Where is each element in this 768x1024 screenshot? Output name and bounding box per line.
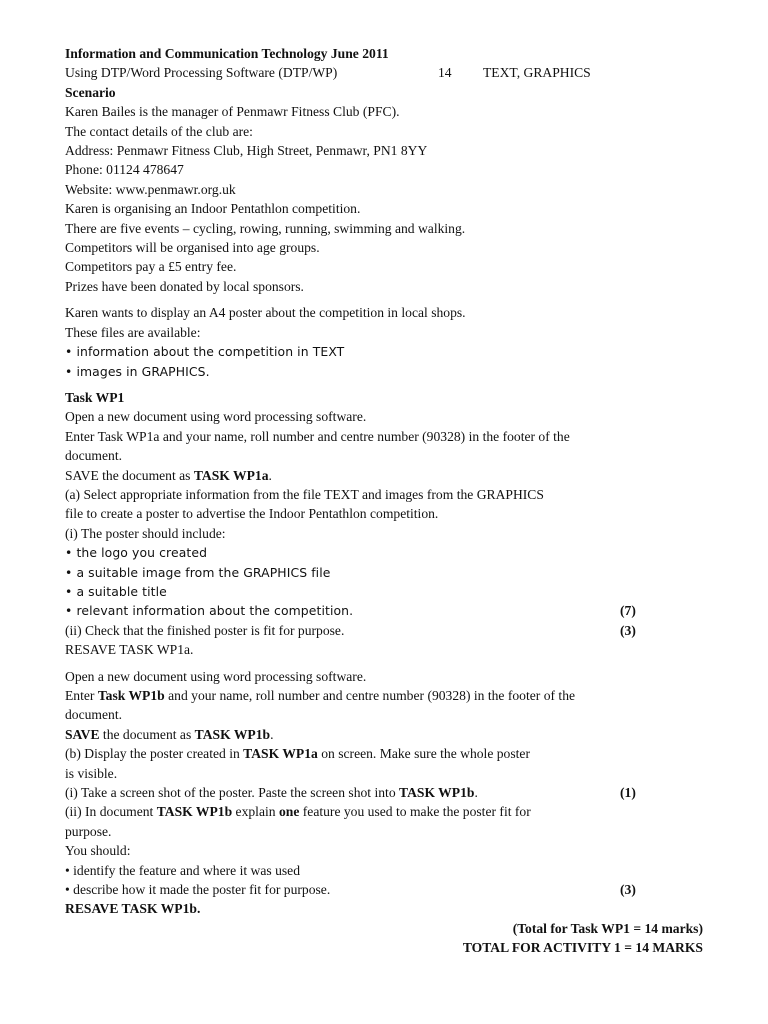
display-text: on screen. Make sure the whole poster	[317, 746, 530, 762]
task-heading: Task WP1	[65, 389, 125, 405]
save-suffix: .	[268, 467, 272, 483]
scenario-line: There are five events – cycling, rowing, running, swimming and walking.	[65, 220, 466, 236]
file-bullet: • information about the competition in TEXT	[65, 344, 345, 360]
scenario-heading: Scenario	[65, 84, 116, 100]
explain-instruction	[65, 802, 705, 821]
task-line: Open a new document using word processing software.	[65, 668, 367, 684]
task-total: (Total for Task WP1 = 14 marks)	[512, 920, 703, 936]
enter-instruction-b	[65, 686, 705, 705]
task-line: is visible.	[65, 765, 118, 781]
explain-text: (ii) In document	[65, 804, 157, 820]
explain-text: feature you used to make the poster fit for	[299, 804, 531, 820]
scenario-line: The contact details of the club are:	[65, 123, 253, 139]
doc-name: TASK WP1b	[194, 726, 271, 742]
file-bullet: • images in GRAPHICS.	[65, 363, 210, 379]
display-instruction	[65, 744, 705, 763]
screenshot-text: (i) Take a screen shot of the poster. Paste the screen shot into	[65, 785, 400, 801]
scenario-line: Competitors pay a £5 entry fee.	[65, 259, 237, 275]
task-line: Enter Task WP1a and your name, roll number and centre number (90328) in the footer of the	[65, 428, 570, 444]
scenario-line: Prizes have been donated by local sponsors.	[65, 278, 304, 294]
save-suffix: .	[270, 726, 274, 742]
task-line: Open a new document using word processing software.	[65, 409, 367, 425]
exam-subheader	[65, 63, 705, 82]
activity-total: TOTAL FOR ACTIVITY 1 = 14 MARKS	[462, 940, 703, 956]
display-text: (b) Display the poster created in	[65, 746, 244, 762]
screenshot-row	[65, 783, 705, 802]
resave-instruction: RESAVE TASK WP1b.	[65, 901, 201, 917]
save-text: the document as	[99, 726, 195, 742]
task-line: (ii) Check that the finished poster is fit for purpose.	[65, 622, 345, 638]
task-line: file to create a poster to advertise the Indoor Pentathlon competition.	[65, 506, 439, 522]
resave-instruction: RESAVE TASK WP1a.	[65, 642, 194, 658]
save-instruction-b	[65, 725, 705, 744]
doc-name: TASK WP1b	[399, 785, 475, 801]
doc-name: TASK WP1a	[193, 467, 269, 483]
marks-label: (3)	[620, 622, 636, 638]
document-body	[65, 44, 705, 958]
scenario-line: Karen is organising an Indoor Pentathlon competition.	[65, 201, 361, 217]
should-bullet: • describe how it made the poster fit for purpose.	[65, 882, 331, 898]
poster-requirement: • the logo you created	[65, 545, 208, 561]
emphasis-one: one	[278, 804, 300, 820]
should-row	[65, 880, 705, 899]
poster-line: These files are available:	[65, 324, 201, 340]
scenario-line: Website: www.penmawr.org.uk	[65, 181, 236, 197]
task-line: (a) Select appropriate information from the file TEXT and images from the GRAPHICS	[65, 486, 544, 502]
poster-line: Karen wants to display an A4 poster about the competition in local shops.	[65, 305, 466, 321]
task-line: (i) The poster should include:	[65, 525, 226, 541]
marks-label: (1)	[620, 785, 636, 801]
scenario-line: Karen Bailes is the manager of Penmawr Fitness Club (PFC).	[65, 104, 400, 120]
poster-requirement: • a suitable image from the GRAPHICS file	[65, 564, 331, 580]
doc-name: TASK WP1b	[156, 804, 233, 820]
enter-text: and your name, roll number and centre number (90328) in the footer of the	[164, 688, 576, 703]
save-text: SAVE the document as	[65, 467, 194, 483]
explain-text: explain	[232, 804, 279, 820]
save-instruction-a	[65, 466, 705, 485]
unit-title: Using DTP/Word Processing Software (DTP/WP)	[65, 65, 338, 81]
save-word: SAVE	[65, 726, 100, 742]
marks-label: (7)	[620, 603, 636, 619]
check-row	[65, 621, 705, 640]
task-line: document.	[65, 448, 123, 464]
marks-label: (3)	[620, 882, 636, 898]
should-bullet: • identify the feature and where it was used	[65, 862, 301, 878]
enter-text: Enter	[65, 688, 98, 703]
scenario-line: Address: Penmawr Fitness Club, High Street, Penmawr, PN1 8YY	[65, 143, 428, 159]
task-line: document.	[65, 707, 123, 723]
task-line: purpose.	[65, 823, 112, 839]
screenshot-suffix: .	[474, 785, 478, 801]
doc-name: TASK WP1a	[243, 746, 318, 762]
task-line: You should:	[65, 843, 131, 859]
files-code: TEXT, GRAPHICS	[483, 65, 591, 81]
poster-requirement: • a suitable title	[65, 583, 167, 599]
scenario-line: Phone: 01124 478647	[65, 162, 184, 178]
requirement-row	[65, 601, 705, 620]
scenario-line: Competitors will be organised into age groups.	[65, 240, 320, 256]
exam-title: Information and Communication Technology June 2011	[65, 46, 389, 61]
doc-name: Task WP1b	[97, 688, 165, 703]
page-number: 14	[438, 65, 452, 81]
poster-requirement: • relevant information about the competition.	[65, 603, 354, 619]
